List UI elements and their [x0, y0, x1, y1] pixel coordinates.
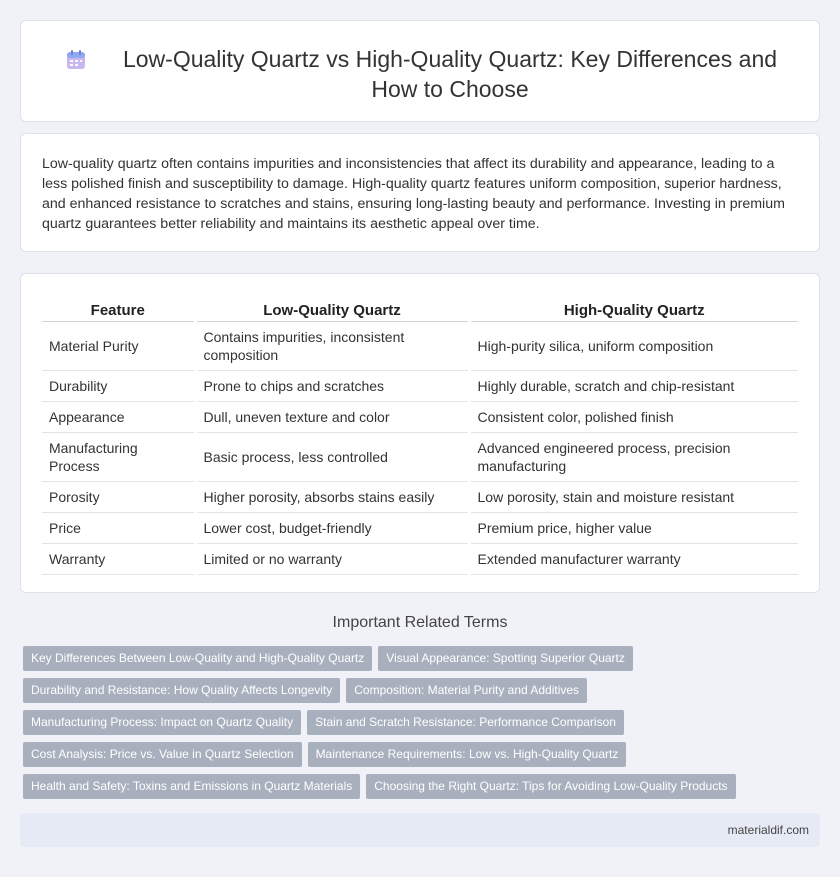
tag-row	[23, 710, 823, 742]
table-cell: Contains impurities, inconsistent composition	[195, 321, 469, 370]
table-cell: Low porosity, stain and moisture resistant	[469, 481, 798, 512]
tag-row	[23, 774, 823, 806]
footer-site-link[interactable]: materialdif.com	[727, 823, 809, 837]
table-cell: Prone to chips and scratches	[195, 370, 469, 401]
table-row	[42, 512, 798, 543]
related-term-tag[interactable]: Durability and Resistance: How Quality Affects Longevity	[23, 678, 340, 703]
related-term-tag[interactable]: Key Differences Between Low-Quality and High-Quality Quartz	[23, 646, 372, 671]
table-cell: Consistent color, polished finish	[469, 401, 798, 432]
comparison-table	[42, 295, 798, 575]
intro-paragraph: Low-quality quartz often contains impurities and inconsistencies that affect its durability and appearance, leading to a less polished finish and susceptibility to damage. High-quality quartz features uniform composition, superior hardness, and enhanced resistance to scratches and stains, ensuring long-lasting beauty and performance. Investing in premium quartz guarantees better reliability and maintains its aesthetic appeal over time.	[42, 156, 785, 232]
table-cell: Appearance	[42, 401, 195, 432]
table-row	[42, 432, 798, 481]
related-term-tag[interactable]: Manufacturing Process: Impact on Quartz Quality	[23, 710, 301, 735]
column-header-high-quality: High-Quality Quartz	[469, 295, 798, 321]
intro-card	[20, 133, 820, 252]
related-term-tag[interactable]: Stain and Scratch Resistance: Performance Comparison	[307, 710, 624, 735]
table-cell: Dull, uneven texture and color	[195, 401, 469, 432]
table-cell: Manufacturing Process	[42, 432, 195, 481]
related-term-tag[interactable]: Composition: Material Purity and Additives	[346, 678, 587, 703]
column-header-feature: Feature	[42, 295, 195, 321]
table-cell: Highly durable, scratch and chip-resistant	[469, 370, 798, 401]
page-title: Low-Quality Quartz vs High-Quality Quartz: Key Differences and How to Choose	[122, 46, 778, 102]
table-cell: Material Purity	[42, 321, 195, 370]
table-cell: Basic process, less controlled	[195, 432, 469, 481]
tag-row	[23, 646, 823, 678]
related-terms-list	[23, 646, 823, 806]
tag-row	[23, 742, 823, 774]
table-row	[42, 481, 798, 512]
related-terms-heading: Important Related Terms	[332, 614, 508, 631]
table-row	[42, 543, 798, 574]
tag-row	[23, 678, 823, 710]
header-card	[20, 20, 820, 122]
column-header-low-quality: Low-Quality Quartz	[195, 295, 469, 321]
table-cell: Premium price, higher value	[469, 512, 798, 543]
table-cell: High-purity silica, uniform composition	[469, 321, 798, 370]
related-term-tag[interactable]: Maintenance Requirements: Low vs. High-Quality Quartz	[308, 742, 627, 767]
table-cell: Warranty	[42, 543, 195, 574]
table-cell: Advanced engineered process, precision manufacturing	[469, 432, 798, 481]
footer-bar	[20, 813, 820, 847]
table-cell: Porosity	[42, 481, 195, 512]
table-row	[42, 370, 798, 401]
table-cell: Higher porosity, absorbs stains easily	[195, 481, 469, 512]
table-row	[42, 401, 798, 432]
table-cell: Durability	[42, 370, 195, 401]
table-cell: Extended manufacturer warranty	[469, 543, 798, 574]
related-term-tag[interactable]: Health and Safety: Toxins and Emissions in Quartz Materials	[23, 774, 360, 799]
table-cell: Lower cost, budget-friendly	[195, 512, 469, 543]
table-cell: Limited or no warranty	[195, 543, 469, 574]
related-term-tag[interactable]: Choosing the Right Quartz: Tips for Avoiding Low-Quality Products	[366, 774, 735, 799]
table-row	[42, 321, 798, 370]
table-header-row	[42, 295, 798, 321]
related-term-tag[interactable]: Cost Analysis: Price vs. Value in Quartz Selection	[23, 742, 302, 767]
related-term-tag[interactable]: Visual Appearance: Spotting Superior Quartz	[378, 646, 633, 671]
comparison-card	[20, 273, 820, 593]
table-cell: Price	[42, 512, 195, 543]
